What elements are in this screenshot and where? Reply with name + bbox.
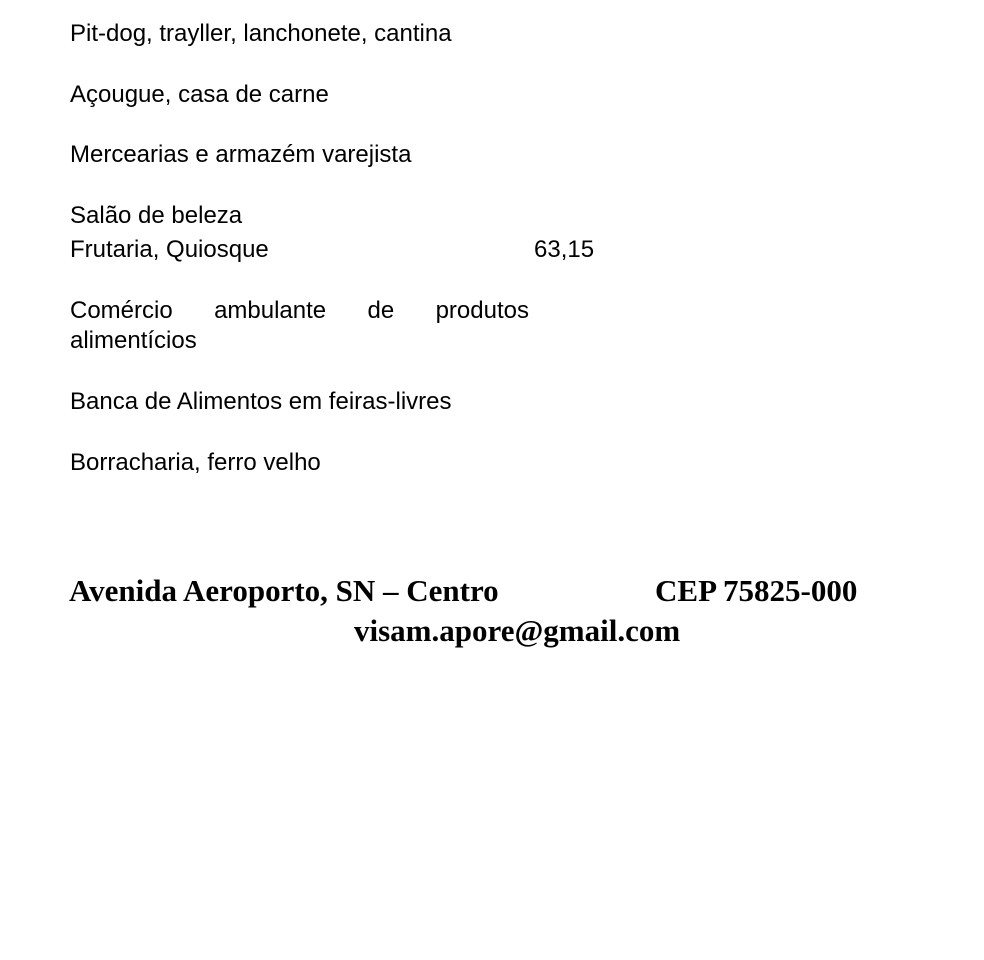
word: produtos (435, 297, 529, 324)
word: ambulante (214, 297, 327, 324)
fee-value: 63,15 (534, 236, 595, 263)
continuation-line: alimentícios (70, 327, 197, 354)
footer-address: Avenida Aeroporto, SN – Centro (69, 573, 499, 608)
word: Comércio (70, 297, 173, 324)
list-item-borracharia: Borracharia, ferro velho (70, 449, 321, 476)
list-item-salao: Salão de beleza (70, 202, 243, 229)
list-item-mercearias: Mercearias e armazém varejista (70, 141, 412, 168)
list-item-acougue: Açougue, casa de carne (70, 81, 329, 108)
list-item-banca: Banca de Alimentos em feiras-livres (70, 388, 452, 415)
footer-cep: CEP 75825-000 (655, 573, 858, 608)
list-item-pit-dog: Pit-dog, trayller, lanchonete, cantina (70, 20, 452, 47)
justified-line (70, 296, 529, 326)
word: de (367, 297, 395, 324)
list-item-frutaria: Frutaria, Quiosque (70, 236, 269, 263)
footer-email: visam.apore@gmail.com (354, 613, 681, 648)
list-item-comercio-ambulante (70, 296, 529, 356)
